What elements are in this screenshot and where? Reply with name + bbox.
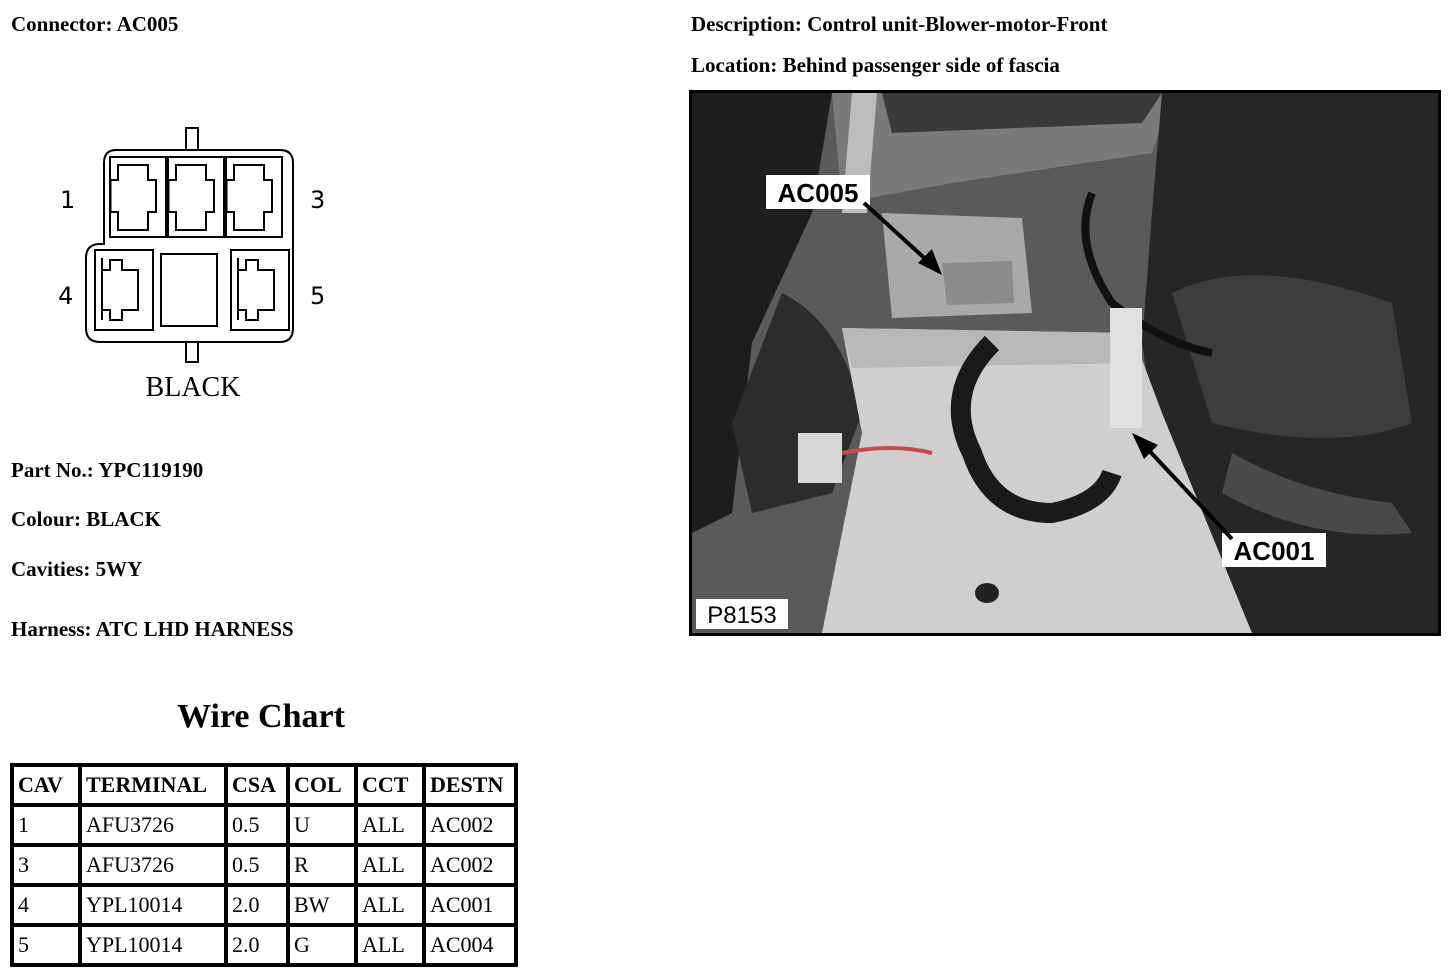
callout-ac005: AC005	[777, 178, 859, 208]
connector-face-diagram	[48, 120, 348, 410]
cell-col: G	[288, 925, 356, 965]
cell-cct: ALL	[356, 805, 424, 845]
cell-cav: 1	[12, 805, 80, 845]
cell-cct: ALL	[356, 885, 424, 925]
part-number-label: Part No.: YPC119190	[11, 458, 204, 482]
cell-col: R	[288, 845, 356, 885]
cell-cav: 4	[12, 885, 80, 925]
cell-terminal: AFU3726	[80, 805, 226, 845]
pin-label-3: 3	[310, 186, 326, 214]
cell-cav: 3	[12, 845, 80, 885]
column-header-terminal: TERMINAL	[80, 765, 226, 805]
location-photo	[689, 90, 1441, 636]
column-header-col: COL	[288, 765, 356, 805]
cell-col: BW	[288, 885, 356, 925]
connector-label: Connector: AC005	[11, 12, 179, 36]
cell-destn: AC002	[424, 845, 516, 885]
table-row	[12, 925, 516, 965]
table-header-row	[12, 765, 516, 805]
description-label: Description: Control unit-Blower-motor-Front	[691, 12, 1108, 36]
cell-csa: 2.0	[226, 885, 288, 925]
column-header-csa: CSA	[226, 765, 288, 805]
cavities-label: Cavities: 5WY	[11, 557, 143, 581]
pin-label-4: 4	[58, 282, 74, 310]
cell-cav: 5	[12, 925, 80, 965]
colour-label: Colour: BLACK	[11, 507, 161, 531]
cell-terminal: YPL10014	[80, 925, 226, 965]
cell-terminal: AFU3726	[80, 845, 226, 885]
cell-cct: ALL	[356, 845, 424, 885]
cell-destn: AC004	[424, 925, 516, 965]
cell-csa: 0.5	[226, 805, 288, 845]
wire-chart-table	[10, 763, 518, 967]
table-row	[12, 805, 516, 845]
photo-reference: P8153	[707, 602, 777, 629]
location-label: Location: Behind passenger side of fascia	[691, 53, 1060, 77]
harness-label: Harness: ATC LHD HARNESS	[11, 617, 294, 641]
wire-chart-title: Wire Chart	[177, 698, 345, 735]
cell-destn: AC001	[424, 885, 516, 925]
column-header-destn: DESTN	[424, 765, 516, 805]
table-row	[12, 845, 516, 885]
column-header-cav: CAV	[12, 765, 80, 805]
cell-destn: AC002	[424, 805, 516, 845]
pin-label-1: 1	[60, 186, 76, 214]
column-header-cct: CCT	[356, 765, 424, 805]
cell-col: U	[288, 805, 356, 845]
callout-ac001: AC001	[1233, 536, 1315, 566]
table-row	[12, 885, 516, 925]
connector-colour-label: BLACK	[145, 372, 241, 403]
pin-label-5: 5	[310, 282, 326, 310]
cell-terminal: YPL10014	[80, 885, 226, 925]
cell-cct: ALL	[356, 925, 424, 965]
cell-csa: 0.5	[226, 845, 288, 885]
cell-csa: 2.0	[226, 925, 288, 965]
